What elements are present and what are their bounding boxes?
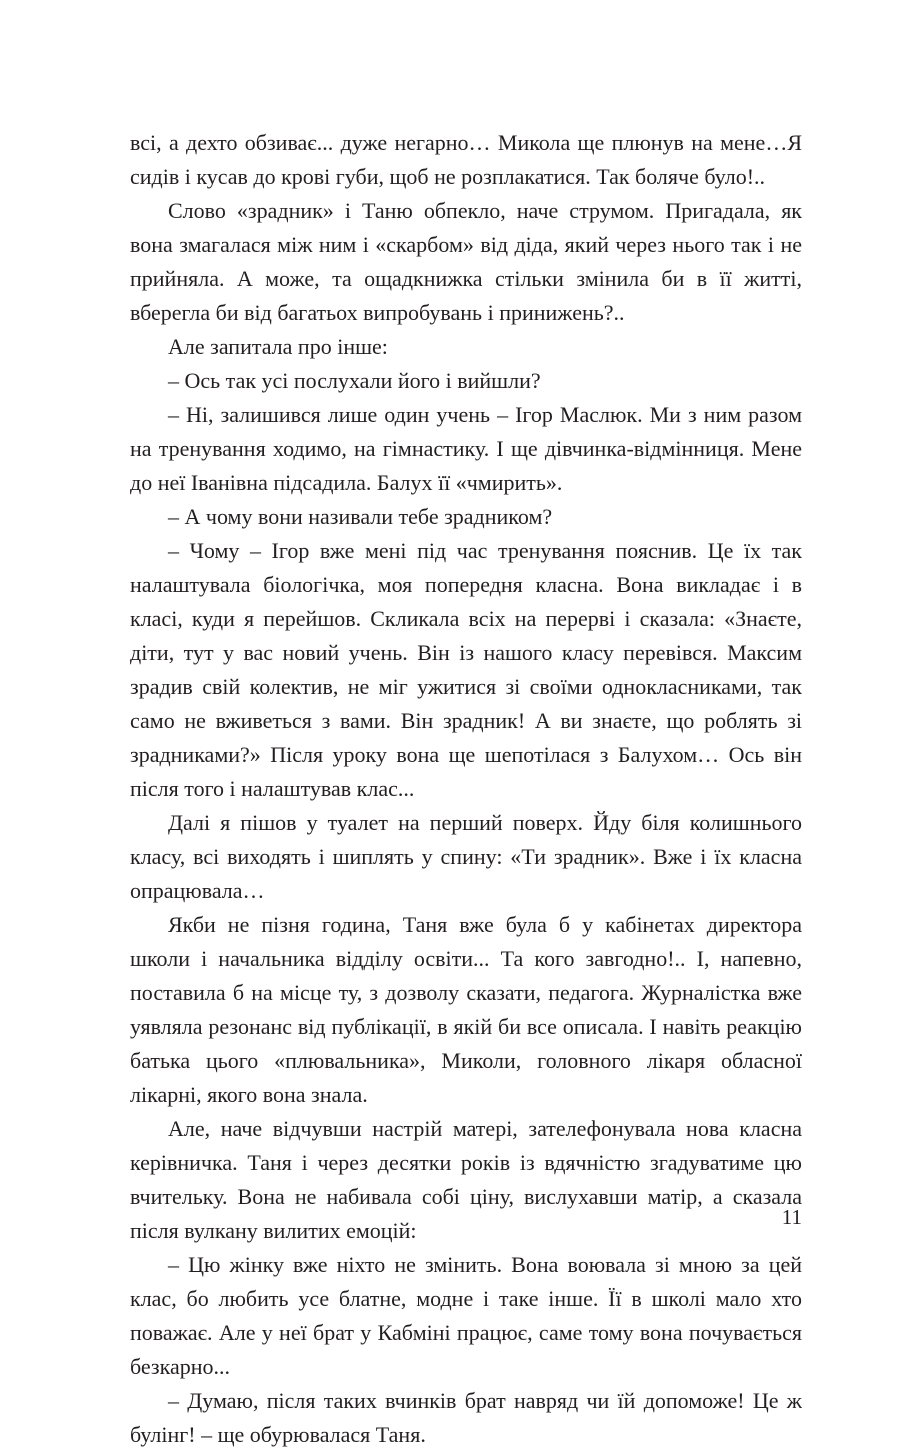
- dialogue-line: – Чому – Ігор вже мені під час тренування пояснив. Це їх так налаштувала біологічка, моя попередня класна. Вона викладає і в класі, куди я перейшов. Скликала всіх на перерві і сказала: «Знаєте, діти, тут у вас новий учень. Він із нашого класу перевівся. Максим зрадив свій колектив, не міг ужитися зі своїми однокласниками, так само не вживеться з вами. Він зрадник! А ви знаєте, що роблять зі зрадниками?» Після уроку вона ще шепотілася з Балухом… Ось він після того і налаштував клас...: [130, 538, 802, 801]
- paragraph: всі, а дехто обзиває... дуже негарно… Микола ще плюнув на мене…Я сидів і кусав до крові губи, щоб не розплакатися. Так боляче було!..: [130, 130, 802, 189]
- body-text: [130, 126, 802, 1452]
- dialogue-line: – Думаю, після таких вчинків брат навряд чи їй допоможе! Це ж булінг! – ще обурювалася Таня.: [130, 1388, 802, 1447]
- paragraph: Слово «зрадник» і Таню обпекло, наче струмом. Пригадала, як вона змагалася між ним і «скарбом» від діда, який через нього так і не прийняла. А може, та ощадкнижка стільки змінила би в її житті, вберегла би від багатьох випробувань і принижень?..: [130, 198, 802, 325]
- paragraph: Далі я пішов у туалет на перший поверх. Йду біля колишнього класу, всі виходять і шиплять у спину: «Ти зрадник». Вже і їх класна опрацювала…: [130, 810, 802, 903]
- dialogue-line: – Цю жінку вже ніхто не змінить. Вона воювала зі мною за цей клас, бо любить усе блатне, модне і таке інше. Її в школі мало хто поважає. Але у неї брат у Кабміні працює, саме тому вона почувається безкарно...: [130, 1252, 802, 1379]
- paragraph: Але запитала про інше:: [168, 334, 388, 359]
- dialogue-line: – А чому вони називали тебе зрадником?: [168, 504, 553, 529]
- page-number: 11: [781, 1205, 802, 1229]
- dialogue-line: – Ні, залишився лише один учень – Ігор Маслюк. Ми з ним разом на тренування ходимо, на гімнастику. І ще дівчинка-відмінниця. Мене до неї Іванівна підсадила. Балух її «чмирить».: [130, 402, 802, 495]
- paragraph: Якби не пізня година, Таня вже була б у кабінетах директора школи і начальника відділу освіти... Та кого завгодно!.. І, напевно, поставила б на місце ту, з дозволу сказати, педагога. Журналістка вже уявляла резонанс від публікації, в якій би все описала. І навіть реакцію батька цього «плювальника», Миколи, головного лікаря обласної лікарні, якого вона знала.: [130, 912, 802, 1107]
- dialogue-line: – Ось так усі послухали його і вийшли?: [168, 368, 541, 393]
- paragraph: Але, наче відчувши настрій матері, зателефонувала нова класна керівничка. Таня і через десятки років із вдячністю згадуватиме цю вчительку. Вона не набивала собі ціну, вислухавши матір, а сказала після вулкану вилитих емоцій:: [130, 1116, 802, 1243]
